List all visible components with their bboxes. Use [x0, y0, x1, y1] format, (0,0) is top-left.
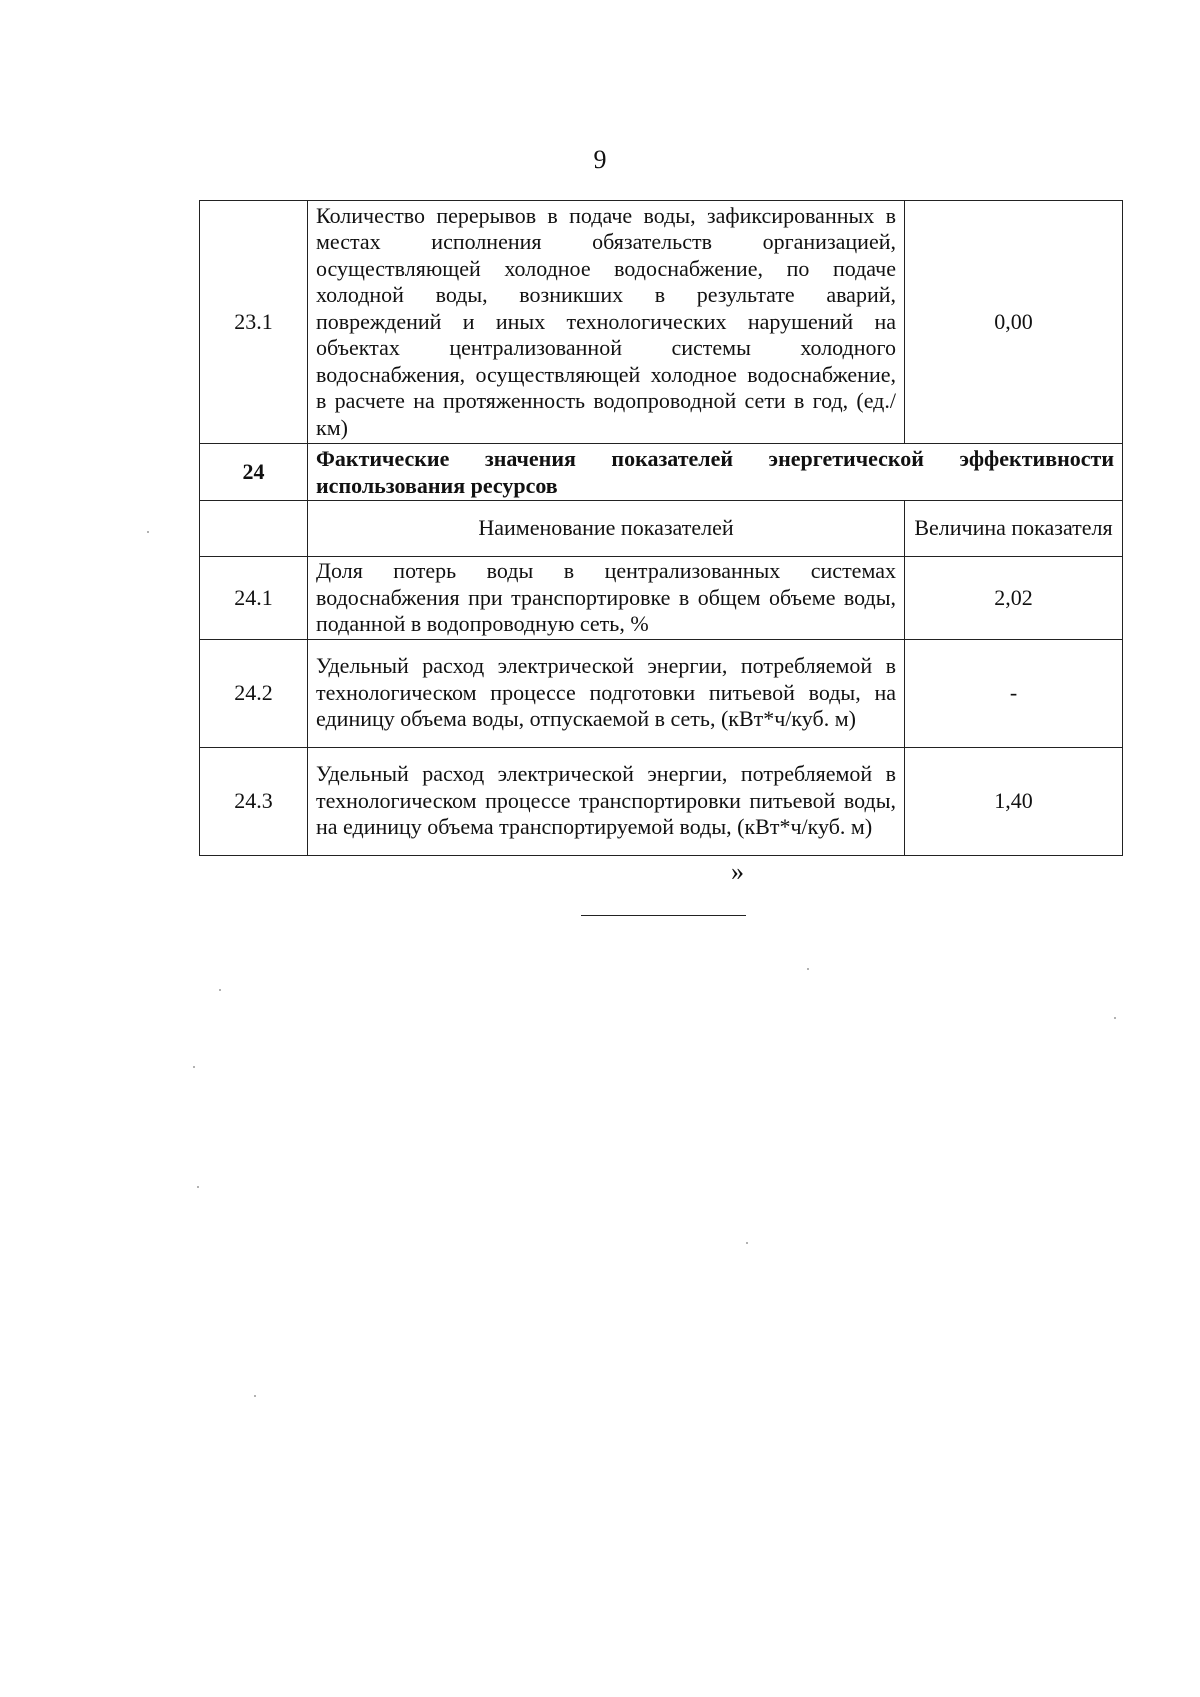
scan-speck: [219, 989, 221, 991]
row-number: 23.1: [200, 201, 308, 444]
end-separator-line: [581, 915, 746, 916]
indicators-table: [199, 200, 1123, 856]
closing-quote-mark: »: [731, 857, 744, 886]
scan-speck: [197, 1186, 199, 1188]
scan-speck: [746, 1242, 748, 1244]
row-description: Количество перерывов в подаче воды, зафиксированных в местах исполнения обязательств организацией, осуществляющей холодное водоснабжение, по подаче холодной воды, возникших в результате аварий, повреждений и иных технологических нарушений на объектах централизованной системы холодного водоснабжения, осуществляющей холодное водоснабжение, в расчете на протяженность водопроводной сети в год, (ед./км): [308, 201, 905, 444]
row-value: 0,00: [905, 201, 1123, 444]
row-value: -: [905, 639, 1123, 747]
table-row: [200, 639, 1123, 747]
scan-speck: [1114, 1017, 1116, 1019]
row-description: Удельный расход электрической энергии, потребляемой в технологическом процессе подготовки питьевой воды, на единицу объема воды, отпускаемой в сеть, (кВт*ч/куб. м): [308, 639, 905, 747]
header-name-label: Наименование показателей: [308, 501, 905, 557]
row-description: Доля потерь воды в централизованных системах водоснабжения при транспортировке в общем объеме воды, поданной в водопроводную сеть, %: [308, 557, 905, 640]
header-value-label: Величина показателя: [905, 501, 1123, 557]
page-number: 9: [593, 145, 607, 174]
row-number: 24.2: [200, 639, 308, 747]
row-value: 2,02: [905, 557, 1123, 640]
section-title: Фактические значения показателей энергетической эффективности использования ресурсов: [308, 444, 1123, 501]
scan-speck: [147, 531, 149, 533]
row-value: 1,40: [905, 747, 1123, 855]
scan-speck: [193, 1066, 195, 1068]
header-empty-cell: [200, 501, 308, 557]
table-row: [200, 557, 1123, 640]
section-row: [200, 444, 1123, 501]
row-number: 24.1: [200, 557, 308, 640]
scan-speck: [807, 968, 809, 970]
row-description: Удельный расход электрической энергии, потребляемой в технологическом процессе транспортировки питьевой воды, на единицу объема транспортируемой воды, (кВт*ч/куб. м): [308, 747, 905, 855]
table-row: [200, 747, 1123, 855]
scan-speck: [254, 1395, 256, 1397]
table-row: [200, 201, 1123, 444]
header-row: [200, 501, 1123, 557]
row-number: 24.3: [200, 747, 308, 855]
section-number: 24: [200, 444, 308, 501]
